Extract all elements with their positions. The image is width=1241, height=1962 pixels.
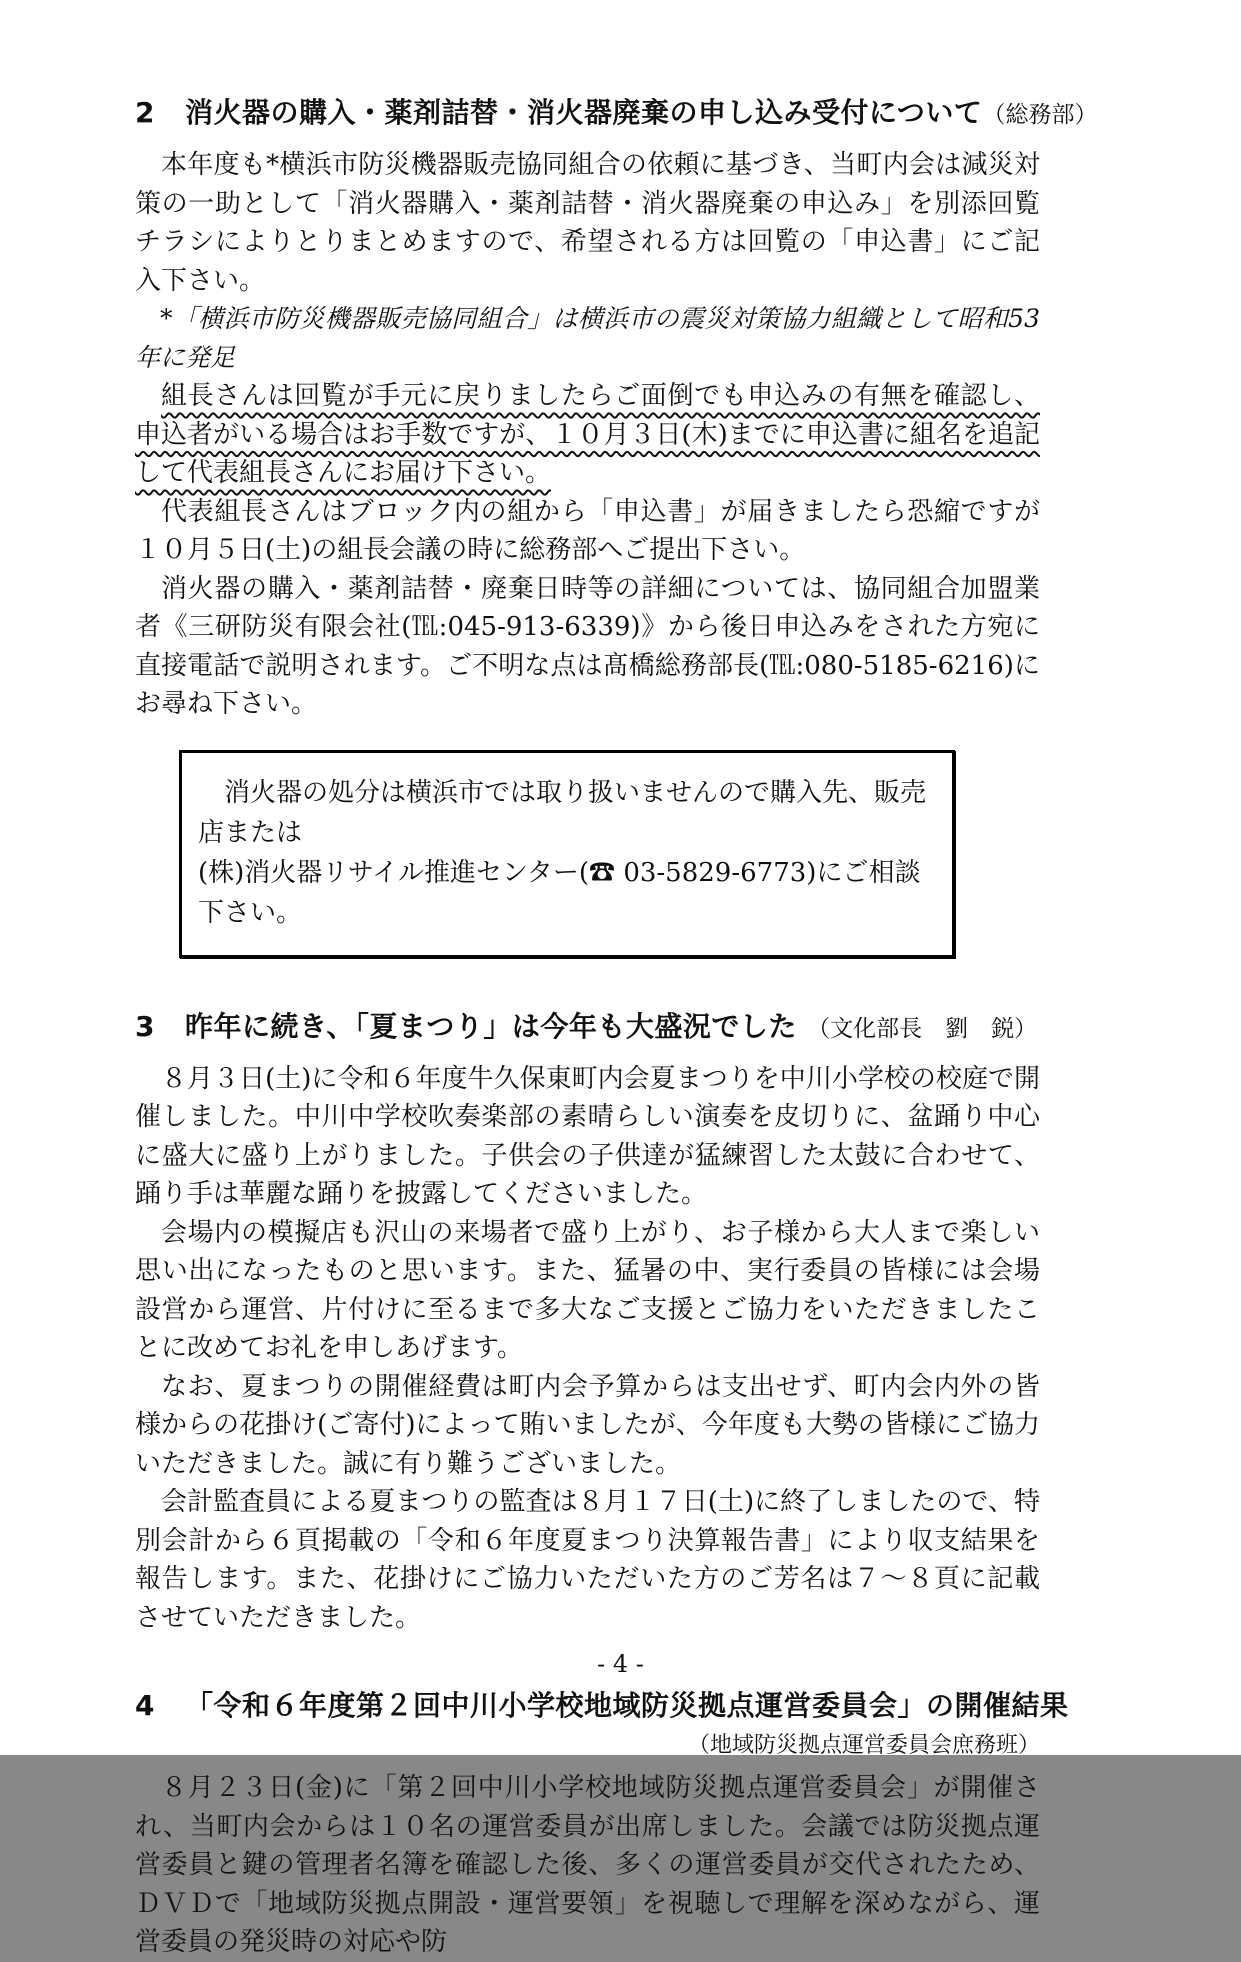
section-2-number: 2 bbox=[135, 96, 155, 129]
disposal-notice-box bbox=[179, 750, 955, 958]
section-2-wavy-notice: 組長さんは回覧が手元に戻りましたらご面倒でも申込みの有無を確認し、申込者がいる場合はお手数ですが、１０月３日(木)までに申込書に組名を追記して代表組長さんにお届け下さい。 bbox=[135, 381, 1040, 488]
page-number: - 4 - bbox=[597, 1650, 644, 1678]
section-3-heading bbox=[135, 1006, 1040, 1050]
section-2-paragraph-3: 消火器の購入・薬剤詰替・廃棄日時等の詳細については、協同組合加盟業者《三研防災有限会社(℡:045-913-6339)》から後日申込みをされた方宛に直接電話で説明されます。ご不明な点は髙橋総務部長(℡:080-5185-6216)にお尋ね下さい。 bbox=[135, 573, 1040, 719]
page-content bbox=[135, 92, 1098, 1962]
section-3-title: 昨年に続き、「夏まつり」は今年も大盛況でした bbox=[184, 1009, 797, 1043]
section-3-paragraph-2: 会場内の模擬店も沢山の来場者で盛り上がり、お子様から大人まで楽しい思い出になったものと思います。また、猛暑の中、実行委員の皆様には会場設営から運営、片付けに至るまで多大なご支援とご協力をいただきましたことに改めてお礼を申しあげます。 bbox=[135, 1217, 1040, 1363]
section-4-attribution: （地域防災拠点運営委員会庶務班） bbox=[687, 1733, 1040, 1758]
section-2-heading bbox=[135, 92, 1098, 136]
section-3-paragraph-1: ８月３日(土)に令和６年度牛久保東町内会夏まつりを中川小学校の校庭で開催しました。中川中学校吹奏楽部の素晴らしい演奏を皮切りに、盆踊り中心に盛大に盛り上がりました。子供会の子供達が猛練習した太鼓に合わせて、踊り手は華麗な踊りを披露してくださいました。 bbox=[135, 1063, 1040, 1209]
section-2-paragraph-1: 本年度も*横浜市防災機器販売協同組合の依頼に基づき、当町内会は減災対策の一助として「消火器購入・薬剤詰替・消火器廃棄の申込み」を別添回覧チラシによりとりまとめますので、希望される方は回覧の「申込書」にご記入下さい。 bbox=[135, 150, 1040, 296]
notice-box-line-1: 消火器の処分は横浜市では取り扱いませんので購入先、販売店または bbox=[198, 777, 927, 848]
section-2-dept-label: （総務部） bbox=[982, 102, 1098, 128]
section-4-paragraph-1: ８月２３日(金)に「第２回中川小学校地域防災拠点運営委員会」が開催され、当町内会からは１０名の運営委員が出席しました。会議では防災拠点運営委員と鍵の管理者名簿を確認した後、多くの運営委員が交代されたため、ＤＶＤで「地域防災拠点開設・運営要領」を視聴しで理解を深めながら、運営委員の発災時の対応や防 bbox=[135, 1773, 1040, 1957]
section-2-paragraph-2: 代表組長さんはブロック内の組から「申込書」が届きましたら恐縮ですが１０月５日(土)の組長会議の時に総務部へご提出下さい。 bbox=[135, 496, 1040, 565]
section-4-title: 「令和６年度第２回中川小学校地域防災拠点運営委員会」の開催結果 bbox=[184, 1689, 1069, 1722]
notice-box-line-2: (株)消火器リサイル推進センター(☎ 03-5829-6773)にご相談下さい。 bbox=[198, 857, 921, 928]
section-3-paragraph-3: なお、夏まつりの開催経費は町内会予算からは支出せず、町内会内外の皆様からの花掛け(ご寄付)によって賄いましたが、今年度も大勢の皆様にご協力いただきました。誠に有り難うございました。 bbox=[135, 1371, 1040, 1479]
section-2-footnote: *「横浜市防災機器販売協同組合」は横浜市の震災対策協力組織として昭和53年に発足 bbox=[135, 304, 1040, 372]
section-3-number: 3 bbox=[135, 1009, 155, 1043]
section-4-heading bbox=[135, 1685, 1069, 1727]
section-3-paragraph-4: 会計監査員による夏まつりの監査は８月１７日(土)に終了しましたので、特別会計から６頁掲載の「令和６年度夏まつり決算報告書」により収支結果を報告します。また、花掛けにご協力いただいた方のご芳名は７～８頁に記載させていただきました。 bbox=[135, 1487, 1040, 1633]
section-3-author-label: （文化部長 劉 鋭） bbox=[807, 1015, 1038, 1042]
section-4-number: 4 bbox=[135, 1689, 155, 1722]
section-2-title: 消火器の購入・薬剤詰替・消火器廃棄の申し込み受付について bbox=[184, 96, 983, 129]
